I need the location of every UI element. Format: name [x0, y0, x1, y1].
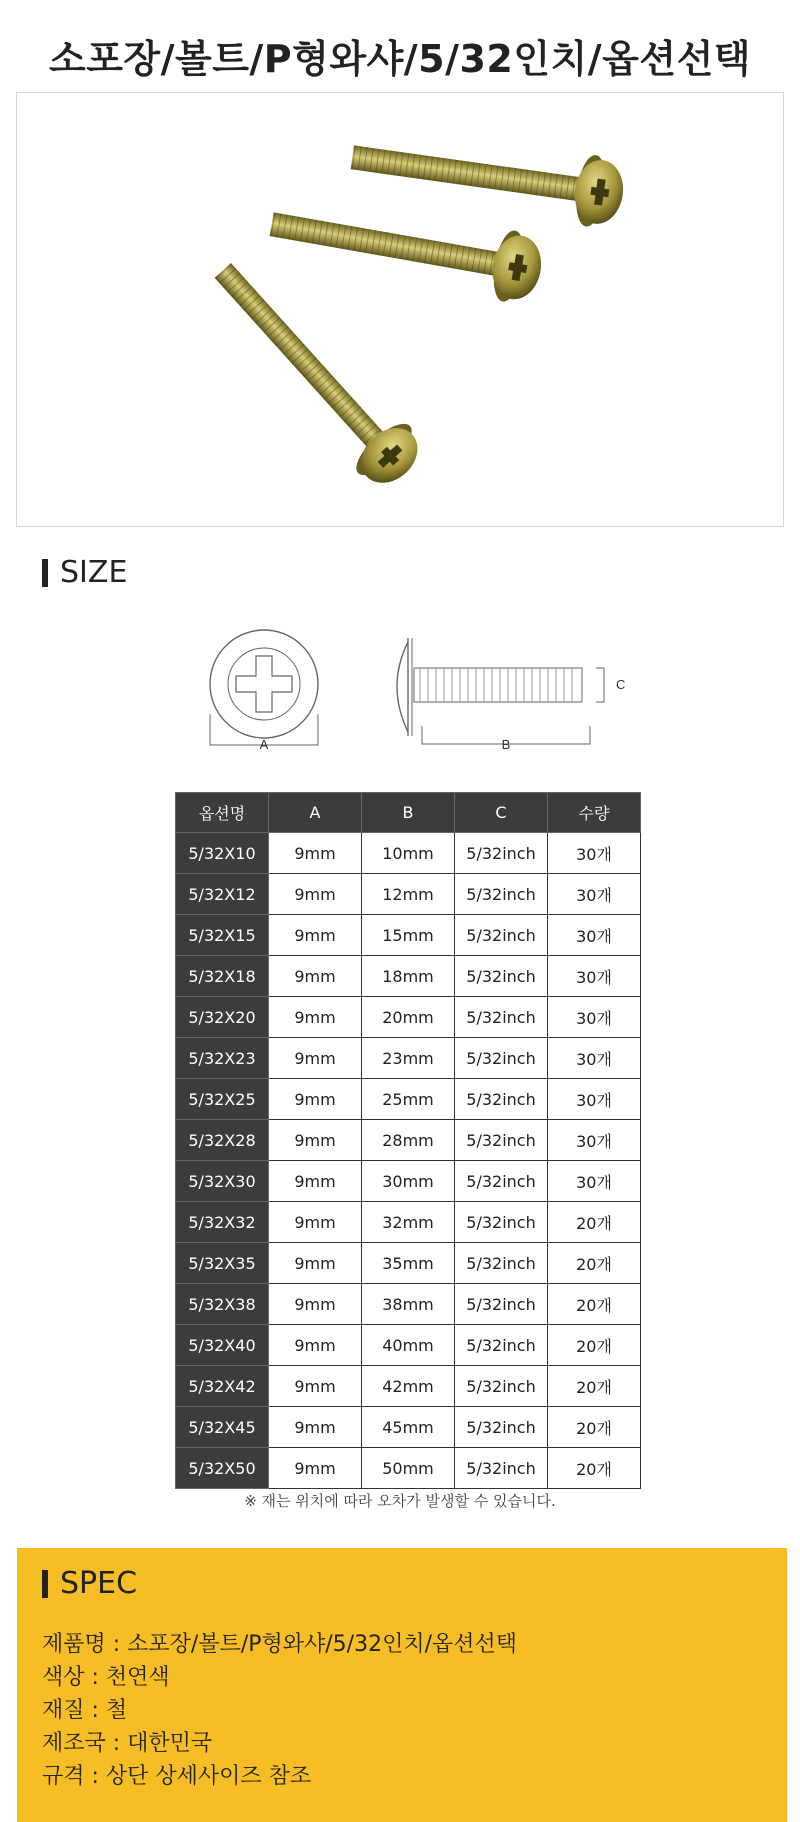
- cell-quantity: 30개: [548, 1038, 641, 1079]
- spec-list: [42, 1628, 517, 1793]
- cell-b: 15mm: [362, 915, 455, 956]
- cell-option: 5/32X42: [176, 1366, 269, 1407]
- cell-c: 5/32inch: [455, 1243, 548, 1284]
- col-b: B: [362, 793, 455, 833]
- cell-option: 5/32X18: [176, 956, 269, 997]
- cell-b: 45mm: [362, 1407, 455, 1448]
- table-row: [176, 1038, 641, 1079]
- cell-quantity: 30개: [548, 915, 641, 956]
- page-title: 소포장/볼트/P형와샤/5/32인치/옵션선택: [49, 37, 751, 81]
- table-row: [176, 915, 641, 956]
- side-view: [397, 638, 604, 744]
- cell-option: 5/32X35: [176, 1243, 269, 1284]
- table-row: [176, 1325, 641, 1366]
- table-row: [176, 1243, 641, 1284]
- cell-quantity: 20개: [548, 1448, 641, 1489]
- cell-a: 9mm: [269, 1448, 362, 1489]
- cell-c: 5/32inch: [455, 833, 548, 874]
- col-quantity: 수량: [548, 793, 641, 833]
- cell-c: 5/32inch: [455, 1161, 548, 1202]
- cell-b: 32mm: [362, 1202, 455, 1243]
- table-row: [176, 1079, 641, 1120]
- cell-c: 5/32inch: [455, 1120, 548, 1161]
- spec-line-dimensions: 규격 : 상단 상세사이즈 참조: [42, 1764, 312, 1789]
- table-row: [176, 1448, 641, 1489]
- cell-b: 35mm: [362, 1243, 455, 1284]
- cell-option: 5/32X45: [176, 1407, 269, 1448]
- cell-c: 5/32inch: [455, 1284, 548, 1325]
- col-option: 옵션명: [176, 793, 269, 833]
- table-row: [176, 1120, 641, 1161]
- head-view: [210, 630, 318, 745]
- cell-quantity: 30개: [548, 1079, 641, 1120]
- cell-c: 5/32inch: [455, 1366, 548, 1407]
- cell-option: 5/32X12: [176, 874, 269, 915]
- cell-b: 30mm: [362, 1161, 455, 1202]
- spec-line-product-name: 제품명 : 소포장/볼트/P형와샤/5/32인치/옵션선택: [42, 1632, 518, 1657]
- cell-c: 5/32inch: [455, 915, 548, 956]
- cell-quantity: 20개: [548, 1407, 641, 1448]
- cell-quantity: 30개: [548, 956, 641, 997]
- bolt-2: [265, 189, 546, 307]
- cell-quantity: 30개: [548, 833, 641, 874]
- cell-c: 5/32inch: [455, 874, 548, 915]
- cell-a: 9mm: [269, 1038, 362, 1079]
- heading-bar: [42, 1570, 48, 1598]
- cell-option: 5/32X30: [176, 1161, 269, 1202]
- cell-a: 9mm: [269, 1161, 362, 1202]
- table-row: [176, 833, 641, 874]
- cell-b: 28mm: [362, 1120, 455, 1161]
- cell-quantity: 30개: [548, 997, 641, 1038]
- cell-option: 5/32X40: [176, 1325, 269, 1366]
- size-heading-text: SIZE: [60, 555, 128, 590]
- cell-option: 5/32X10: [176, 833, 269, 874]
- cell-option: 5/32X25: [176, 1079, 269, 1120]
- cell-quantity: 20개: [548, 1366, 641, 1407]
- cell-quantity: 20개: [548, 1202, 641, 1243]
- cell-b: 18mm: [362, 956, 455, 997]
- bolt-3: [197, 247, 432, 497]
- table-row: [176, 1407, 641, 1448]
- spec-heading: [42, 1566, 137, 1601]
- label-c: C: [616, 677, 626, 692]
- cell-quantity: 20개: [548, 1243, 641, 1284]
- cell-option: 5/32X20: [176, 997, 269, 1038]
- cell-a: 9mm: [269, 1366, 362, 1407]
- cell-option: 5/32X15: [176, 915, 269, 956]
- table-row: [176, 874, 641, 915]
- bolts-illustration: [17, 93, 785, 528]
- table-row: [176, 1202, 641, 1243]
- cell-b: 10mm: [362, 833, 455, 874]
- table-header-row: [176, 793, 641, 833]
- product-photo: [16, 92, 784, 527]
- spec-line-material: 재질 : 철: [42, 1698, 128, 1723]
- cell-a: 9mm: [269, 1120, 362, 1161]
- spec-heading-text: SPEC: [60, 1566, 138, 1601]
- cell-quantity: 30개: [548, 1161, 641, 1202]
- cell-a: 9mm: [269, 1079, 362, 1120]
- bolt-1: [347, 122, 627, 231]
- col-c: C: [455, 793, 548, 833]
- table-row: [176, 1161, 641, 1202]
- cell-b: 20mm: [362, 997, 455, 1038]
- cell-a: 9mm: [269, 1407, 362, 1448]
- cell-c: 5/32inch: [455, 997, 548, 1038]
- measurement-note: ※ 재는 위치에 따라 오차가 발생할 수 있습니다.: [244, 1492, 556, 1510]
- cell-option: 5/32X32: [176, 1202, 269, 1243]
- size-diagram: [0, 618, 800, 768]
- cell-a: 9mm: [269, 997, 362, 1038]
- cell-c: 5/32inch: [455, 1407, 548, 1448]
- size-heading: [42, 555, 127, 590]
- heading-bar: [42, 559, 48, 587]
- label-a: A: [259, 737, 269, 752]
- cell-c: 5/32inch: [455, 956, 548, 997]
- table-row: [176, 956, 641, 997]
- table-row: [176, 997, 641, 1038]
- spec-line-origin: 제조국 : 대한민국: [42, 1731, 213, 1756]
- spec-section: [17, 1548, 787, 1822]
- cell-a: 9mm: [269, 833, 362, 874]
- cell-b: 38mm: [362, 1284, 455, 1325]
- cell-c: 5/32inch: [455, 1038, 548, 1079]
- cell-option: 5/32X23: [176, 1038, 269, 1079]
- cell-a: 9mm: [269, 915, 362, 956]
- cell-c: 5/32inch: [455, 1079, 548, 1120]
- cell-option: 5/32X50: [176, 1448, 269, 1489]
- spec-line-color: 색상 : 천연색: [42, 1665, 170, 1690]
- cell-b: 23mm: [362, 1038, 455, 1079]
- cell-c: 5/32inch: [455, 1448, 548, 1489]
- cell-option: 5/32X38: [176, 1284, 269, 1325]
- size-table: [175, 792, 641, 1489]
- cell-c: 5/32inch: [455, 1202, 548, 1243]
- cell-a: 9mm: [269, 1243, 362, 1284]
- cell-quantity: 30개: [548, 874, 641, 915]
- cell-a: 9mm: [269, 1325, 362, 1366]
- cell-b: 50mm: [362, 1448, 455, 1489]
- cell-b: 12mm: [362, 874, 455, 915]
- cell-b: 25mm: [362, 1079, 455, 1120]
- table-row: [176, 1366, 641, 1407]
- cell-c: 5/32inch: [455, 1325, 548, 1366]
- cell-a: 9mm: [269, 956, 362, 997]
- cell-quantity: 20개: [548, 1325, 641, 1366]
- table-row: [176, 1284, 641, 1325]
- cell-a: 9mm: [269, 1202, 362, 1243]
- cell-b: 40mm: [362, 1325, 455, 1366]
- col-a: A: [269, 793, 362, 833]
- cell-a: 9mm: [269, 874, 362, 915]
- label-b: B: [501, 737, 511, 752]
- cell-a: 9mm: [269, 1284, 362, 1325]
- cell-quantity: 20개: [548, 1284, 641, 1325]
- cell-quantity: 30개: [548, 1120, 641, 1161]
- cell-option: 5/32X28: [176, 1120, 269, 1161]
- cell-b: 42mm: [362, 1366, 455, 1407]
